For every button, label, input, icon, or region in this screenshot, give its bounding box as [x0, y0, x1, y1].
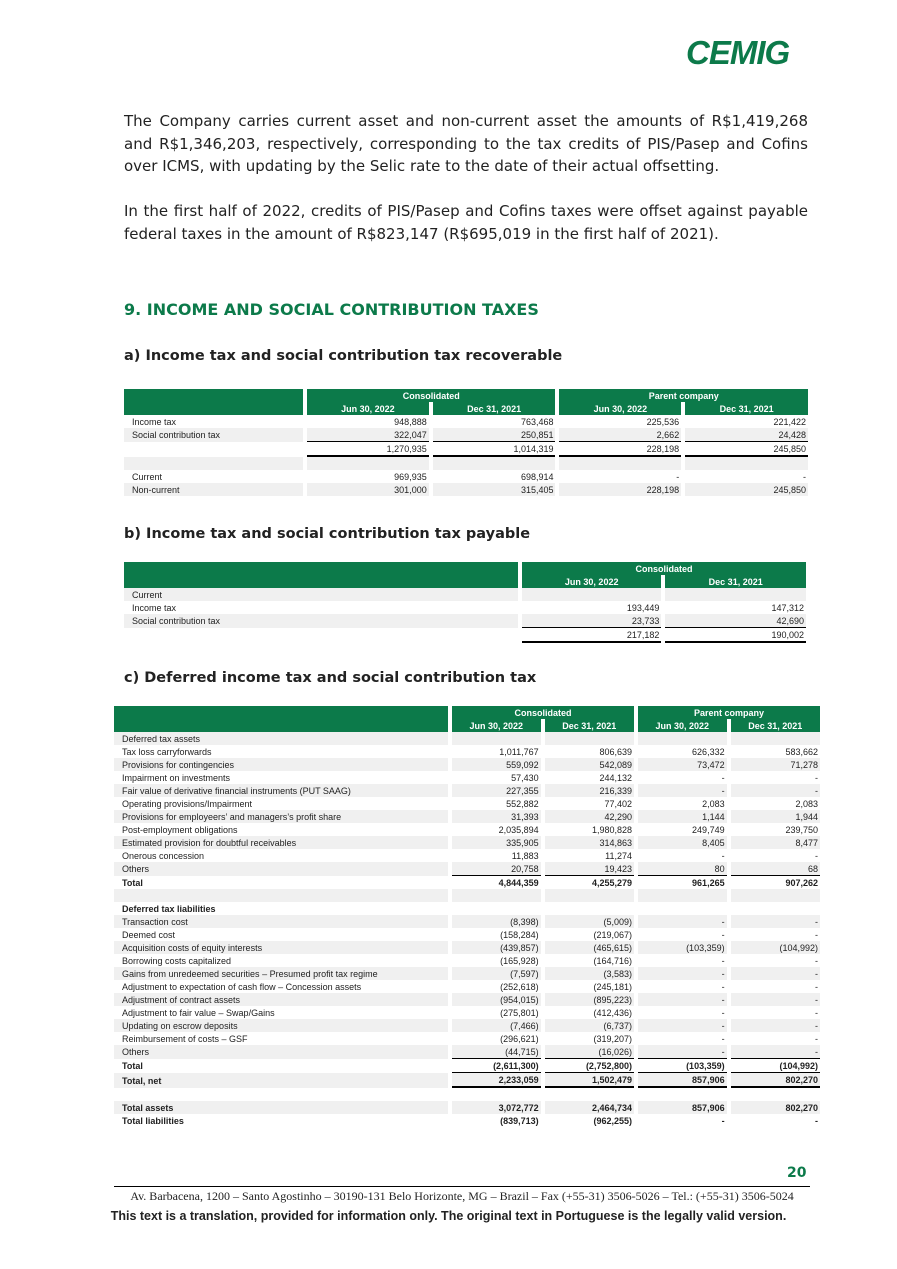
column-header: Jun 30, 2022: [522, 575, 661, 588]
table-row: [114, 1073, 820, 1088]
cell-value: [545, 1088, 634, 1101]
cell-value: 1,014,319: [433, 442, 556, 457]
cell-value: 542,089: [545, 758, 634, 771]
table-row: [114, 1032, 820, 1045]
cell-value: -: [815, 772, 818, 783]
cell-value: (7,597): [452, 967, 541, 980]
cell-value: 57,430: [511, 772, 539, 783]
table-row: [114, 915, 820, 928]
table-row: [114, 980, 820, 993]
cell-value: (296,621): [500, 1033, 539, 1044]
cell-value: -: [731, 967, 820, 980]
cell-value: 8,405: [638, 836, 727, 849]
cell-value: [638, 902, 727, 915]
cell-value: [731, 902, 820, 915]
row-label: Income tax: [132, 416, 177, 427]
cell-value: (252,618): [500, 981, 539, 992]
page-number: 20: [787, 1165, 807, 1181]
cell-value: -: [721, 929, 725, 940]
cell-value: 2,233,059: [452, 1073, 541, 1088]
cell-value: 2,035,894: [498, 824, 539, 835]
row-label: Deferred tax assets: [114, 732, 448, 745]
cell-value: (8,398): [452, 915, 541, 928]
cell-value: 8,477: [731, 836, 820, 849]
cell-value: 1,980,828: [591, 824, 632, 835]
row-label: Operating provisions/Impairment: [122, 798, 253, 809]
table-row: [114, 941, 820, 954]
cell-value: -: [731, 915, 820, 928]
row-label: Adjustment to fair value – Swap/Gains: [122, 1007, 275, 1018]
cell-value: (219,067): [593, 929, 632, 940]
cell-value: (2,611,300): [452, 1059, 541, 1073]
cell-value: -: [721, 772, 725, 783]
cell-value: 77,402: [604, 798, 632, 809]
cell-value: 71,278: [731, 758, 820, 771]
cell-value: -: [638, 1019, 727, 1032]
cell-value: -: [803, 471, 806, 482]
cell-value: 322,047: [307, 428, 429, 442]
table-row: [114, 1059, 820, 1073]
table-row: [114, 797, 820, 810]
cell-value: 1,144: [638, 810, 727, 823]
row-label: Deemed cost: [122, 929, 176, 940]
cell-value: -: [731, 993, 820, 1006]
row-label: [124, 442, 303, 457]
cell-value: 3,072,772: [452, 1101, 541, 1114]
group-header: Consolidated: [307, 389, 555, 402]
cell-value: 42,290: [545, 810, 634, 823]
group-header-row: [124, 562, 806, 575]
cell-value: -: [815, 929, 818, 940]
cell-value: -: [731, 784, 820, 797]
cell-value: -: [815, 1007, 818, 1018]
cell-value: 857,906: [638, 1101, 727, 1114]
cell-value: 763,468: [520, 416, 554, 427]
cell-value: 2,083: [702, 798, 725, 809]
column-header: Dec 31, 2021: [433, 402, 556, 415]
cell-value: 42,690: [665, 614, 806, 628]
footer-disclaimer: This text is a translation, provided for information only. The original text in Portuguese is the legally valid version.: [110, 1209, 787, 1223]
cell-value: (104,992): [731, 1059, 820, 1073]
cell-value: -: [638, 915, 727, 928]
cell-value: [433, 457, 556, 470]
cell-value: [559, 457, 681, 470]
cell-value: 2,083: [795, 798, 818, 809]
cell-value: -: [638, 784, 727, 797]
cell-value: (319,207): [593, 1033, 632, 1044]
payable-table: [120, 562, 810, 643]
cell-value: 20,758: [452, 862, 541, 876]
row-label: Provisions for employeers’ and managers’s profit share: [114, 810, 448, 823]
cell-value: 4,844,359: [498, 877, 539, 888]
cell-value: -: [815, 981, 818, 992]
row-label: Total assets: [114, 1101, 448, 1114]
cell-value: 2,662: [559, 428, 681, 442]
table-row: [114, 1088, 820, 1101]
cell-value: [452, 902, 541, 915]
cell-value: (7,466): [452, 1019, 541, 1032]
row-label: Impairment on investments: [122, 772, 231, 783]
cell-value: (245,181): [593, 981, 632, 992]
table-row: [114, 823, 820, 836]
cell-value: [685, 457, 808, 470]
row-label: Others: [114, 1045, 448, 1059]
cell-value: [731, 1088, 820, 1101]
cell-value: (2,752,800): [545, 1059, 634, 1073]
cell-value: 228,198: [559, 483, 681, 496]
cell-value: 1,944: [731, 810, 820, 823]
table-row: [124, 457, 808, 470]
table-row: [114, 758, 820, 771]
table-row: [124, 614, 806, 628]
cell-value: 31,393: [452, 810, 541, 823]
cell-value: -: [731, 1045, 820, 1059]
cell-value: [731, 889, 820, 902]
cell-value: 2,464,734: [545, 1101, 634, 1114]
table-row: [114, 1114, 820, 1127]
header-label-cell: [124, 562, 518, 588]
header-label-cell: [124, 389, 303, 415]
cell-value: 583,662: [785, 746, 818, 757]
row-label: Post-employment obligations: [122, 824, 238, 835]
cell-value: -: [815, 850, 818, 861]
cell-value: (104,992): [731, 941, 820, 954]
group-header-row: [124, 389, 808, 402]
cell-value: (439,857): [452, 941, 541, 954]
row-label: [124, 628, 518, 643]
table-row: [114, 810, 820, 823]
table-row: [124, 483, 808, 496]
cell-value: [452, 732, 541, 745]
column-header: Dec 31, 2021: [545, 719, 634, 732]
cell-value: [638, 889, 727, 902]
cell-value: 948,888: [394, 416, 427, 427]
cell-value: 216,339: [545, 784, 634, 797]
table-row: [114, 784, 820, 797]
row-label: Reimbursement of costs – GSF: [122, 1033, 248, 1044]
row-label: Non-current: [124, 483, 303, 496]
cell-value: 73,472: [638, 758, 727, 771]
table-b-title: b) Income tax and social contribution tax payable: [124, 526, 531, 542]
table-row: [114, 836, 820, 849]
row-label: Tax loss carryforwards: [122, 746, 212, 757]
cell-value: 19,423: [545, 862, 634, 876]
group-header-row: [114, 706, 820, 719]
table-row: [114, 876, 820, 889]
cell-value: 1,270,935: [307, 442, 429, 457]
cell-value: (895,223): [545, 993, 634, 1006]
cell-value: (16,026): [545, 1045, 634, 1059]
paragraph-tax-credits: The Company carries current asset and non-current asset the amounts of R$1,419,268 and R$1,346,203, respectively, corresponding to the tax credits of PIS/Pasep and Cofins over ICMS, with updating by the Selic rate to the date of their actual offsetting.: [124, 112, 808, 175]
row-label: Transaction cost: [114, 915, 448, 928]
table-row: [114, 1101, 820, 1114]
row-label: Current: [124, 588, 518, 601]
table-row: [124, 442, 808, 457]
table-row: [124, 588, 806, 601]
cell-value: 559,092: [452, 758, 541, 771]
table-row: [124, 415, 808, 428]
cell-value: 314,863: [545, 836, 634, 849]
cell-value: (165,928): [500, 955, 539, 966]
table-row: [114, 732, 820, 745]
cell-value: [731, 732, 820, 745]
cell-value: [307, 457, 429, 470]
row-label: [124, 457, 303, 470]
table-row: [114, 967, 820, 980]
row-label: Social contribution tax: [124, 428, 303, 442]
cell-value: [545, 889, 634, 902]
cell-value: (44,715): [452, 1045, 541, 1059]
cell-value: 23,733: [522, 614, 661, 628]
cell-value: 4,255,279: [591, 877, 632, 888]
cell-value: -: [815, 955, 818, 966]
row-label: [114, 1088, 448, 1101]
cell-value: 239,750: [785, 824, 818, 835]
paragraph-offset: In the first half of 2022, credits of PIS/Pasep and Cofins taxes were offset against payable federal taxes in the amount of R$823,147 (R$695,019 in the first half of 2021).: [124, 202, 808, 243]
cell-value: 147,312: [771, 602, 804, 613]
cell-value: 698,914: [520, 471, 554, 482]
cell-value: -: [721, 1115, 725, 1126]
table-row: [124, 428, 808, 442]
row-label: Total, net: [114, 1073, 448, 1088]
row-label: Income tax: [132, 602, 177, 613]
cell-value: 11,274: [605, 850, 632, 861]
cell-value: (3,583): [545, 967, 634, 980]
cell-value: 552,882: [506, 798, 539, 809]
column-header: Jun 30, 2022: [307, 402, 429, 415]
group-header: Parent company: [638, 706, 820, 719]
column-header: Dec 31, 2021: [665, 575, 806, 588]
cell-value: 250,851: [433, 428, 556, 442]
cell-value: [638, 732, 727, 745]
row-label: Estimated provision for doubtful receivables: [114, 836, 448, 849]
cell-value: 335,905: [452, 836, 541, 849]
table-row: [114, 928, 820, 941]
cell-value: (103,359): [638, 941, 727, 954]
row-label: Gains from unredeemed securities – Presumed profit tax regime: [114, 967, 448, 980]
cell-value: -: [638, 1045, 727, 1059]
row-label: Acquisition costs of equity interests: [114, 941, 448, 954]
cell-value: 806,639: [599, 746, 632, 757]
cell-value: -: [721, 1007, 725, 1018]
row-label: Adjustment to expectation of cash flow – Concession assets: [122, 981, 362, 992]
column-header: Jun 30, 2022: [452, 719, 541, 732]
row-label: Adjustment of contract assets: [114, 993, 448, 1006]
cell-value: 315,405: [433, 483, 556, 496]
cell-value: 245,850: [685, 483, 808, 496]
cell-value: (5,009): [545, 915, 634, 928]
row-label: Provisions for contingencies: [114, 758, 448, 771]
cell-value: 227,355: [452, 784, 541, 797]
column-header: Jun 30, 2022: [638, 719, 727, 732]
cell-value: [452, 889, 541, 902]
cell-value: (839,713): [500, 1115, 539, 1126]
table-row: [114, 1019, 820, 1032]
row-label: Others: [114, 862, 448, 876]
cell-value: 225,536: [646, 416, 680, 427]
table-row: [114, 849, 820, 862]
cell-value: (412,436): [593, 1007, 632, 1018]
cell-value: 802,270: [731, 1073, 820, 1088]
table-row: [114, 902, 820, 915]
cell-value: (275,801): [500, 1007, 539, 1018]
cell-value: 24,428: [685, 428, 808, 442]
cell-value: 907,262: [785, 877, 818, 888]
cell-value: 1,011,767: [499, 746, 539, 757]
cell-value: 244,132: [599, 772, 632, 783]
header-label-cell: [114, 706, 448, 732]
cell-value: 228,198: [559, 442, 681, 457]
cell-value: [545, 902, 634, 915]
cell-value: 961,265: [692, 877, 725, 888]
cell-value: 249,749: [692, 824, 725, 835]
cell-value: 301,000: [307, 483, 429, 496]
row-label: Total: [122, 877, 143, 888]
table-row: [124, 601, 806, 614]
cell-value: (962,255): [593, 1115, 632, 1126]
cell-value: -: [815, 1033, 818, 1044]
column-header: Jun 30, 2022: [559, 402, 681, 415]
group-header: Consolidated: [452, 706, 634, 719]
cell-value: [545, 732, 634, 745]
table-row: [114, 1045, 820, 1059]
cell-value: -: [721, 1033, 725, 1044]
cell-value: -: [731, 1019, 820, 1032]
row-label: Total: [122, 1061, 143, 1071]
section-title: 9. INCOME AND SOCIAL CONTRIBUTION TAXES: [124, 300, 539, 319]
cell-value: 193,449: [626, 602, 660, 613]
row-label: Social contribution tax: [124, 614, 518, 628]
cell-value: 802,270: [731, 1101, 820, 1114]
cell-value: (164,716): [593, 955, 632, 966]
table-row: [114, 745, 820, 758]
cell-value: -: [638, 993, 727, 1006]
cell-value: 221,422: [773, 416, 806, 427]
group-header: Consolidated: [522, 562, 806, 575]
cell-value: [665, 588, 806, 601]
row-label: Onerous concession: [122, 850, 205, 861]
cell-value: (465,615): [545, 941, 634, 954]
cell-value: 217,182: [522, 628, 661, 643]
cell-value: 190,002: [665, 628, 806, 643]
cell-value: -: [676, 471, 680, 482]
table-c-title: c) Deferred income tax and social contribution tax: [124, 670, 537, 686]
cell-value: 245,850: [685, 442, 808, 457]
cell-value: -: [721, 981, 725, 992]
row-label: Total liabilities: [122, 1115, 184, 1126]
deferred-tax-table: [110, 706, 824, 1127]
table-row: [124, 628, 806, 643]
table-row: [114, 993, 820, 1006]
cell-value: (954,015): [452, 993, 541, 1006]
recoverable-table: [120, 389, 812, 496]
table-row: [114, 771, 820, 784]
cell-value: 80: [638, 862, 727, 876]
table-row: [114, 862, 820, 876]
row-label: Updating on escrow deposits: [114, 1019, 448, 1032]
group-header: Parent company: [559, 389, 808, 402]
cell-value: 11,883: [511, 850, 539, 861]
cell-value: -: [815, 1115, 818, 1126]
cell-value: 1,502,479: [545, 1073, 634, 1088]
table-row: [114, 1006, 820, 1019]
table-row: [114, 889, 820, 902]
cell-value: (158,284): [500, 929, 539, 940]
cell-value: 857,906: [638, 1073, 727, 1088]
table-row: [124, 470, 808, 483]
cell-value: [452, 1088, 541, 1101]
cell-value: -: [721, 955, 725, 966]
table-a-title: a) Income tax and social contribution tax recoverable: [124, 348, 563, 364]
footer-address: Av. Barbacena, 1200 – Santo Agostinho – 30190-131 Belo Horizonte, MG – Brazil – Fax (+55-31) 3506-5026 – Tel.: (+55-31) 3506-5024: [114, 1186, 810, 1204]
cell-value: 969,935: [394, 471, 427, 482]
row-label: Borrowing costs capitalized: [122, 955, 232, 966]
column-header: Dec 31, 2021: [685, 402, 808, 415]
row-label: Deferred tax liabilities: [122, 903, 216, 914]
cell-value: 626,332: [692, 746, 725, 757]
cell-value: -: [638, 967, 727, 980]
cell-value: (103,359): [638, 1059, 727, 1073]
cell-value: [522, 588, 661, 601]
cemig-logo: CEMIG: [686, 34, 790, 71]
row-label: Fair value of derivative financial instruments (PUT SAAG): [114, 784, 448, 797]
cell-value: (6,737): [545, 1019, 634, 1032]
table-row: [114, 954, 820, 967]
column-header: Dec 31, 2021: [731, 719, 820, 732]
row-label: Current: [132, 471, 163, 482]
cell-value: [638, 1088, 727, 1101]
cell-value: 68: [731, 862, 820, 876]
row-label: [114, 889, 448, 902]
cell-value: -: [721, 850, 725, 861]
